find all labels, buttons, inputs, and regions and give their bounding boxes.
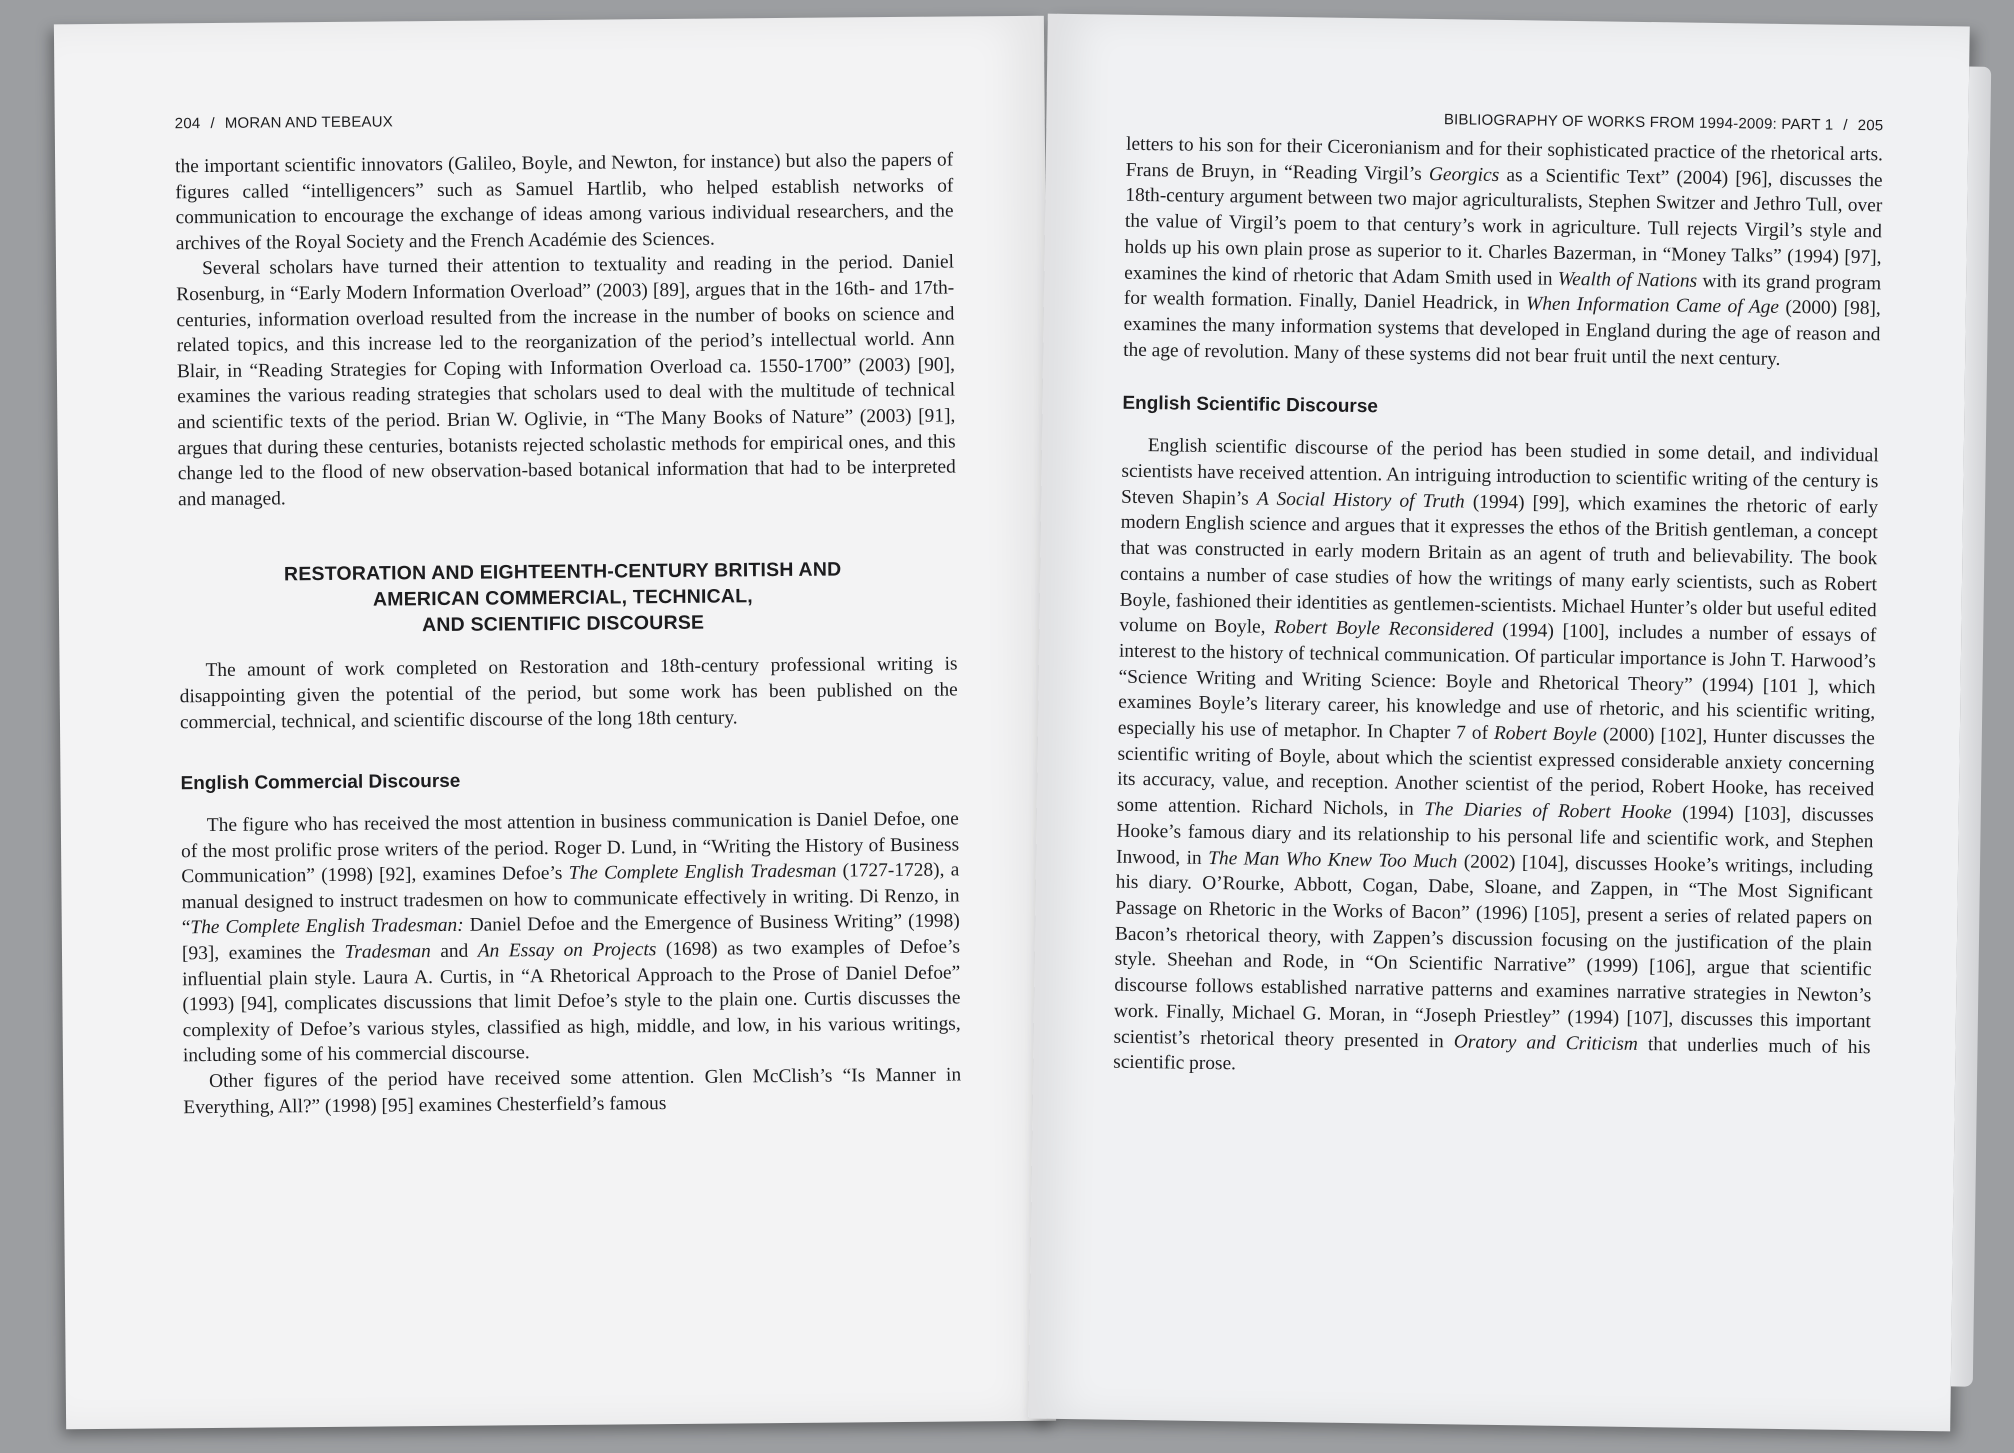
- page-stack-edge: [1951, 67, 1991, 1387]
- italic-title: Oratory and Criticism: [1453, 1030, 1639, 1055]
- text-run: (2000) [102], Hunter discusses the scientific writing of Boyle, about which the scientist expressed considerable anxiety concerning its accuracy, value, and reception. Another scientist of the period, Robert Hooke, has received some attention. Richard Nichols, in: [1116, 724, 1875, 821]
- text-run: (1994) [103], discusses Hooke’s famous diary and its relationship to his personal life and scientific work, and Stephen Inwood, in: [1115, 802, 1874, 869]
- right-paragraph-2: [1113, 433, 1879, 1086]
- left-running-title: MORAN AND TEBEAUX: [224, 113, 394, 132]
- text-run: (2000) [98], examines the many information systems that developed in England during the age of reason and the age of revolution. Many of these systems did not bear fruit until the next century.: [1123, 297, 1881, 370]
- text-run: (1727-1728), a manual designed to instruct tradesmen on how to communicate effectively in writing. Di Renzo, in “: [181, 859, 960, 939]
- italic-title: The Man Who Knew Too Much: [1208, 847, 1458, 873]
- right-running-title: BIBLIOGRAPHY OF WORKS FROM 1994-2009: PART 1: [1443, 111, 1834, 134]
- section-heading: [199, 556, 928, 640]
- left-paragraph-5: Other figures of the period have received some attention. Glen McClish’s “Is Manner in Everything, All?” (1998) [95] examines Chesterfield’s famous: [183, 1064, 962, 1118]
- italic-title: Robert Boyle: [1493, 722, 1597, 746]
- text-run: (1698) as two examples of Defoe’s influential plain style. Laura A. Curtis, in “A Rhetorical Approach to the Prose of Daniel Defoe” (1993) [94], complicates discussions that limit Defoe’s style to the plain one. Curtis discusses the complexity of Defoe’s various styles, classified as high, middle, and low, in his various writings, including some of his commercial discourse.: [182, 936, 961, 1067]
- text-run: (1994) [100], includes a number of essays of interest to the history of technical communication. Of particular importance is John T. Harwood’s “Science Writing and Writing Science: Boyle and Rhetorical Theory” (1994) [101 ], which examines Boyle’s literary career, his knowledge and use of rhetoric, and his scientific writing, especially his use of metaphor. In Chapter 7 of: [1117, 620, 1877, 744]
- left-head-separator: /: [210, 114, 215, 132]
- text-run: that underlies much of his scientific prose.: [1113, 1033, 1871, 1075]
- section-heading-line-2: AMERICAN COMMERCIAL, TECHNICAL,: [372, 585, 753, 611]
- right-page: [1028, 14, 1970, 1432]
- italic-title: The Complete English Tradesman:: [190, 915, 464, 939]
- text-run: Daniel Defoe and the Emergence of Business Writing” (1998) [93], examines the: [181, 910, 960, 965]
- left-paragraph-4: [181, 807, 961, 1070]
- right-head-separator: /: [1843, 116, 1848, 134]
- italic-title: A Social History of Truth: [1256, 488, 1465, 513]
- italic-title: The Diaries of Robert Hooke: [1424, 799, 1672, 824]
- italic-title: Robert Boyle Reconsidered: [1274, 617, 1494, 642]
- subheading-scientific: English Scientific Discourse: [1122, 393, 1379, 418]
- text-run: letters to his son for their Ciceronianism and for their sophisticated practice of the rhetorical arts. Frans de Bruyn, in “Reading Virgil’s: [1125, 133, 1884, 185]
- italic-title: Tradesman: [344, 941, 431, 963]
- left-paragraph-1: the important scientific innovators (Galileo, Boyle, and Newton, for instance) but also the papers of figures called “intelligencers” such as Samuel Hartlib, who helped establish networks of communication to encourage the exchange of ideas among various individual researchers, and the archives of the Royal Society and the French Académie des Sciences.: [175, 149, 954, 255]
- left-page: [54, 16, 1056, 1430]
- open-book: [40, 8, 1980, 1448]
- text-run: with its grand program for wealth formation. Finally, Daniel Headrick, in: [1123, 270, 1882, 315]
- left-paragraph-2: Several scholars have turned their attention to textuality and reading in the period. Daniel Rosenburg, in “Early Modern Information Overload” (2003) [89], argues that in the 16th- and 17th-centuries, information overload resulted from the increase in the number of books on science and related topics, and this increase led to the reorganization of the period’s intellectual world. Ann Blair, in “Reading Strategies for Coping with Information Overload ca. 1550-1700” (2003) [90], examines the various reading strategies that scholars used to deal with the multitude of technical and scientific texts of the period. Brian W. Oglivie, in “The Many Books of Nature” (2003) [91], argues that during these centuries, botanists rejected scholastic methods for empirical ones, and this change led to the flood of new observation-based botanical information that had to be interpreted and managed.: [176, 251, 956, 510]
- text-run: (2002) [104], discusses Hooke’s writings, including his diary. O’Rourke, Abbott, Cogan, Dabe, Sloane, and Zappen, in “The Most Significant Passage on Rhetoric in the Works of Bacon” (1996) [105], present a series of related papers on Bacon’s rhetorical theory, with Zappen’s discussion focusing on the justification of the plain style. Sheehan and Rode, in “On Scientific Narrative” (1999) [106], argue that scientific discourse follows established narrative patterns and examines narrative strategies in Newton’s work. Finally, Michael G. Moran, in “Joseph Priestley” (1994) [107], discusses this important scientist’s rhetorical theory presented in: [1113, 851, 1874, 1052]
- left-running-head: [175, 109, 953, 133]
- italic-title: The Complete English Tradesman: [568, 860, 837, 885]
- right-paragraph-1: [1123, 132, 1883, 374]
- left-page-number: 204: [174, 115, 201, 133]
- italic-title: Georgics: [1428, 163, 1500, 186]
- text-run: as a Scientific Text” (2004) [96], discusses the 18th-century argument between two major agriculturalists, Stephen Switzer and Jethro Tull, over the value of Virgil’s poem to that century’s work in agriculture. Tull rejects Virgil’s style and holds up his own plain prose as superior to it. Charles Bazerman, in “Money Talks” (1994) [97], examines the kind of rhetoric that Adam Smith used in: [1124, 164, 1883, 290]
- section-heading-line-3: AND SCIENTIFIC DISCOURSE: [421, 612, 705, 637]
- text-run: (1994) [99], which examines the rhetoric of early modern English science and argues that it expresses the ethos of the British gentleman, a concept that was constructed in early modern Britain as an agent of truth and believability. The book contains a number of case studies of how the writings of many early scientists, such as Robert Boyle, fashioned their identities as gentlemen-scientists. Michael Hunter’s older but useful edited volume on Boyle,: [1119, 491, 1879, 639]
- left-paragraph-3: The amount of work completed on Restoration and 18th-century professional writing is disappointing given the potential of the period, but some work has been published on the commercial, technical, and scientific discourse of the long 18th century.: [179, 653, 958, 733]
- text-run: English scientific discourse of the period has been studied in some detail, and individual scientists have received attention. An intriguing introduction to scientific writing of the century is Steven Shapin’s: [1120, 435, 1879, 510]
- italic-title: When Information Came of Age: [1525, 293, 1780, 319]
- right-running-head: [1126, 107, 1883, 135]
- italic-title: Wealth of Nations: [1557, 268, 1698, 292]
- left-body: [175, 148, 961, 1121]
- right-page-number: 205: [1857, 116, 1884, 135]
- italic-title: An Essay on Projects: [477, 939, 657, 962]
- text-run: and: [430, 940, 478, 963]
- text-run: The figure who has received the most attention in business communication is Daniel Defoe, one of the most prolific prose writers of the period. Roger D. Lund, in “Writing the History of Business Communication” (1998) [92], examines Defoe’s: [181, 808, 960, 888]
- section-heading-line-1: RESTORATION AND EIGHTEENTH-CENTURY BRITISH AND: [283, 558, 842, 586]
- right-body: [1113, 132, 1883, 1086]
- subheading-commercial: English Commercial Discourse: [180, 770, 461, 795]
